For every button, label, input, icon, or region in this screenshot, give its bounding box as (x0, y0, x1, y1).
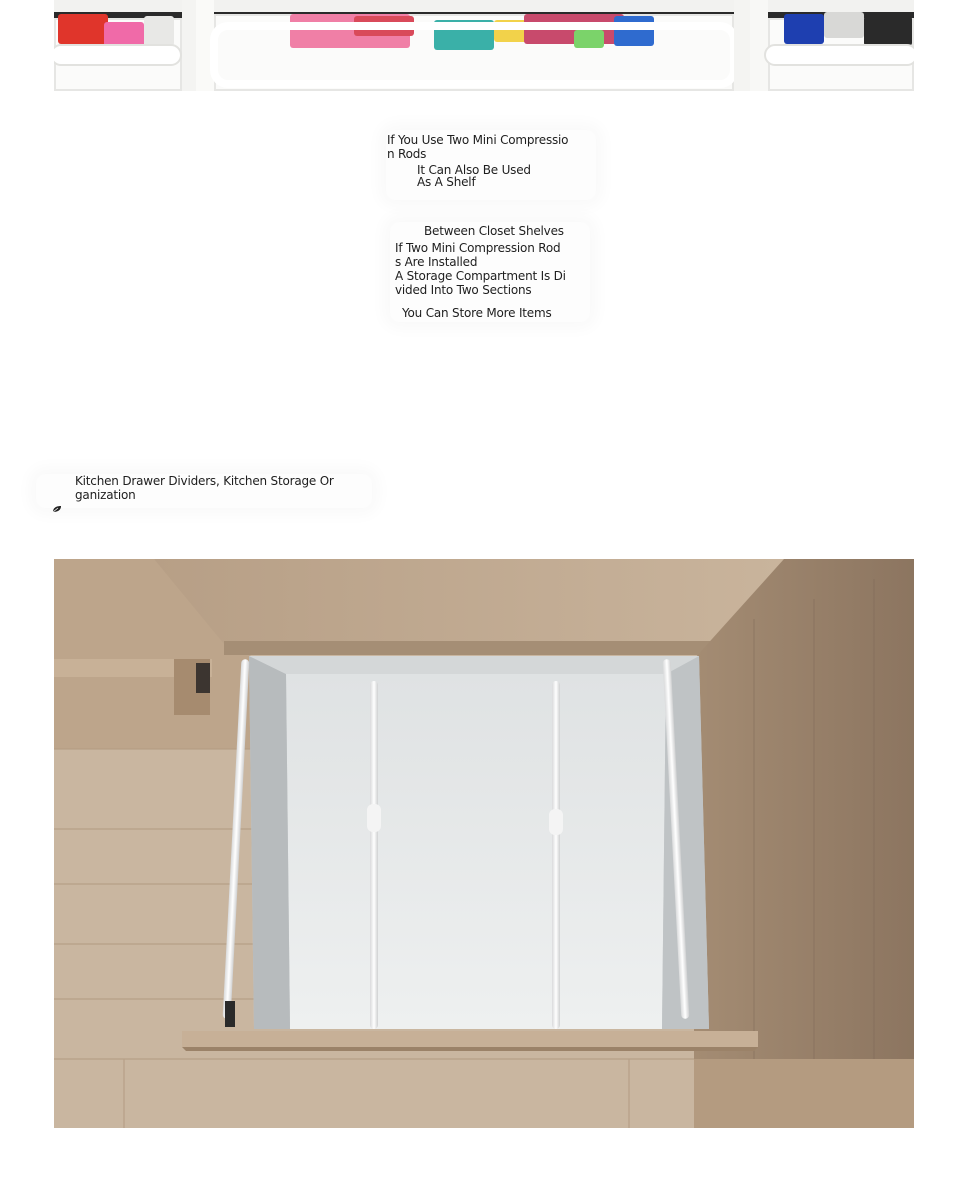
breadcrumb-label[interactable]: Kitchen Drawer Dividers, Kitchen Storage Organization (75, 474, 334, 502)
caption-line-2: It Can Also Be Used As A Shelf (417, 163, 531, 189)
caption-line-6: You Can Store More Items (402, 306, 552, 320)
caption-line-5: A Storage Compartment Is Divided Into Two Sections (395, 269, 566, 297)
breadcrumb[interactable] (52, 474, 352, 508)
leaf-icon (52, 498, 62, 506)
caption-line-3: Between Closet Shelves (424, 224, 564, 238)
drawer-dividers-photo (54, 559, 914, 1128)
caption-line-1: If You Use Two Mini Compression Rods (387, 133, 569, 161)
storage-bins-photo (54, 0, 914, 91)
caption-line-4: If Two Mini Compression Rods Are Installed (395, 241, 561, 269)
